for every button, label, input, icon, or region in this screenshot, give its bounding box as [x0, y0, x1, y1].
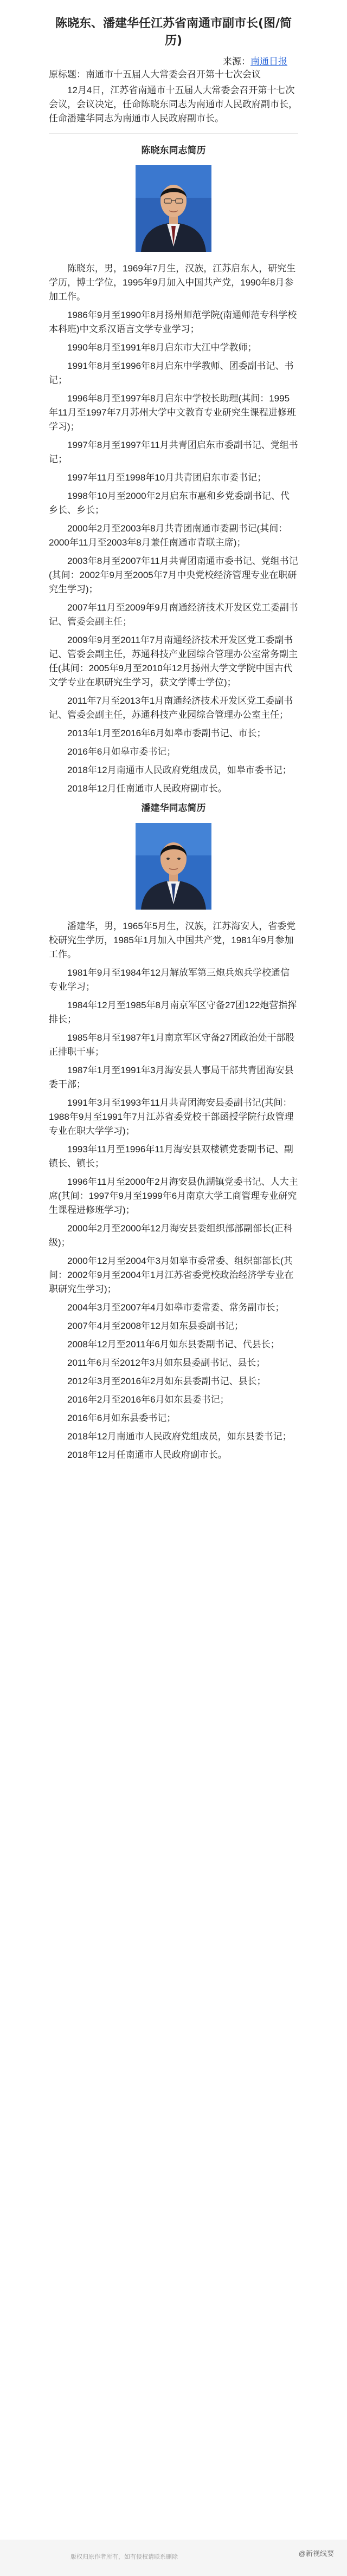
person2-bio-paragraph: 2008年12月至2011年6月如东县委副书记、代县长；: [67, 1339, 280, 1349]
person1-bio-paragraph: 2000年2月至2003年8月共青团南通市委副书记(其间：2000年11月至2003年8月兼任南通市青联主席)；: [49, 523, 288, 548]
person2-bio-paragraph: 1991年3月至1993年11月共青团海安县委副书记(其间：1988年9月至1991年7月江苏省委党校干部函授学院行政管理专业在职大学学习)；: [49, 1098, 294, 1136]
person2-bio-paragraph: 1993年11月至1996年11月海安县双楼镇党委副书记、副镇长、镇长；: [49, 1144, 293, 1169]
person2-bio-paragraph: 2000年2月至2000年12月海安县委组织部部副部长(正科级)；: [49, 1223, 293, 1248]
copyright-notice: 版权归原作者所有，如有侵权请联系删除: [70, 2554, 178, 2560]
person2-bio-paragraph: 2007年4月至2008年12月如东县委副书记；: [67, 1321, 243, 1331]
person1-bio-paragraph: 1990年8月至1991年8月启东市大江中学教师；: [67, 342, 257, 353]
person1-bio: [49, 262, 298, 796]
person1-bio-paragraph: 2018年12月任南通市人民政府副市长。: [67, 783, 227, 794]
person1-bio-paragraph: 陈晓东，男，1969年7月生，汉族，江苏启东人，研究生学历，博士学位，1995年9月加入中国共产党，1990年8月参加工作。: [49, 263, 296, 302]
person2-portrait: [136, 823, 211, 910]
person1-bio-paragraph: 1996年8月至1997年8月启东中学校长助理(其间：1995年11月至1997年7月苏州大学中文教育专业研究生课程进修班学习)；: [49, 393, 296, 432]
person1-bio-paragraph: 2007年11月至2009年9月南通经济技术开发区党工委副书记、管委会副主任；: [49, 602, 298, 627]
footer-bar: [0, 2540, 347, 2576]
person2-bio-paragraph: 2018年12月南通市人民政府党组成员，如东县委书记；: [67, 1431, 292, 1442]
person1-bio-paragraph: 1997年11月至1998年10月共青团启东市委书记；: [67, 472, 267, 483]
person1-bio-paragraph: 1986年9月至1990年8月扬州师范学院(南通师范专科学校本科班)中文系汉语言文学专业学习；: [49, 310, 297, 334]
person1-bio-paragraph: 2018年12月南通市人民政府党组成员，如皋市委书记；: [67, 765, 292, 775]
article: [49, 15, 298, 1467]
original-title: 原标题：南通市十五届人大常委会召开第十七次会议: [49, 69, 261, 80]
source-link[interactable]: 南通日报: [250, 56, 287, 67]
person2-bio-paragraph: 2016年6月如东县委书记；: [67, 1413, 176, 1423]
author-watermark: @新视线要: [298, 2549, 334, 2558]
person2-bio-paragraph: 1996年11月至2000年2月海安县仇湖镇党委书记、人大主席(其间：1997年9月至1999年6月南京大学工商管理专业研究生课程进修班学习)；: [49, 1177, 298, 1215]
person1-portrait: [136, 165, 211, 252]
person2-bio-paragraph: 1981年9月至1984年12月解放军第三炮兵炮兵学校通信专业学习；: [49, 968, 290, 992]
person2-bio-paragraph: 潘建华，男，1965年5月生，汉族，江苏海安人，省委党校研究生学历，1985年1月加入中国共产党，1981年9月参加工作。: [49, 921, 296, 959]
person2-portrait-image: [136, 823, 211, 910]
intro-paragraph: 12月4日，江苏省南通市十五届人大常委会召开第十七次会议，会议决定，任命陈晓东同志为南通市人民政府副市长，任命潘建华同志为南通市人民政府副市长。: [49, 83, 298, 134]
person1-bio-paragraph: 2003年8月至2007年11月共青团南通市委书记、党组书记(其间：2002年9月至2005年7月中央党校经济管理专业在职研究生学习)；: [49, 556, 298, 594]
person1-bio-paragraph: 2016年6月如皋市委书记；: [67, 747, 176, 757]
person2-bio-paragraph: 2012年3月至2016年2月如东县委副书记、县长；: [67, 1376, 266, 1386]
person2-bio-paragraph: 1987年1月至1991年3月海安县人事局干部共青团海安县委干部；: [49, 1065, 294, 1089]
person2-bio-paragraph: 2004年3月至2007年4月如皋市委常委、常务副市长；: [67, 1302, 285, 1313]
person1-heading: 陈晓东同志简历: [141, 145, 206, 155]
person1-bio-paragraph: 2009年9月至2011年7月南通经济技术开发区党工委副书记、管委会副主任，苏通科技产业园综合管理办公室常务副主任(其间：2005年9月至2010年12月扬州大学文学院中国古代文学专业在职研究生学习，获文学博士学位)；: [49, 635, 298, 687]
person2-bio-paragraph: 1984年12月至1985年8月南京军区守备27团122炮营指挥排长；: [49, 1000, 297, 1024]
person2-bio-paragraph: 2011年6月至2012年3月如东县委副书记、县长；: [67, 1358, 266, 1368]
person1-bio-paragraph: 2011年7月至2013年1月南通经济技术开发区党工委副书记、管委会副主任，苏通科技产业园综合管理办公室主任；: [49, 696, 293, 720]
person1-portrait-image: [136, 165, 211, 252]
source-line: [49, 55, 287, 68]
person1-bio-paragraph: 1991年8月至1996年8月启东中学教师、团委副书记、书记；: [49, 361, 294, 385]
person2-bio-paragraph: 2018年12月任南通市人民政府副市长。: [67, 1450, 227, 1460]
article-title: 陈晓东、潘建华任江苏省南通市副市长(图/简历): [55, 17, 292, 48]
person2-heading: 潘建华同志简历: [141, 803, 206, 813]
person2-bio-paragraph: 2000年12月至2004年3月如皋市委常委、组织部部长(其间：2002年9月至2004年1月江苏省委党校政治经济学专业在职研究生学习)；: [49, 1256, 294, 1294]
source-label: 来源：: [223, 56, 250, 67]
person1-bio-paragraph: 2013年1月至2016年6月如皋市委副书记、市长；: [67, 728, 266, 738]
person1-bio-paragraph: 1997年8月至1997年11月共青团启东市委副书记、党组书记；: [49, 440, 298, 464]
person1-bio-paragraph: 1998年10月至2000年2月启东市惠和乡党委副书记、代乡长、乡长；: [49, 491, 290, 515]
person2-bio: [49, 919, 298, 1462]
person2-bio-paragraph: 2016年2月至2016年6月如东县委书记；: [67, 1394, 229, 1405]
person2-bio-paragraph: 1985年8月至1987年1月南京军区守备27团政治处干部股正排职干事；: [49, 1033, 295, 1057]
